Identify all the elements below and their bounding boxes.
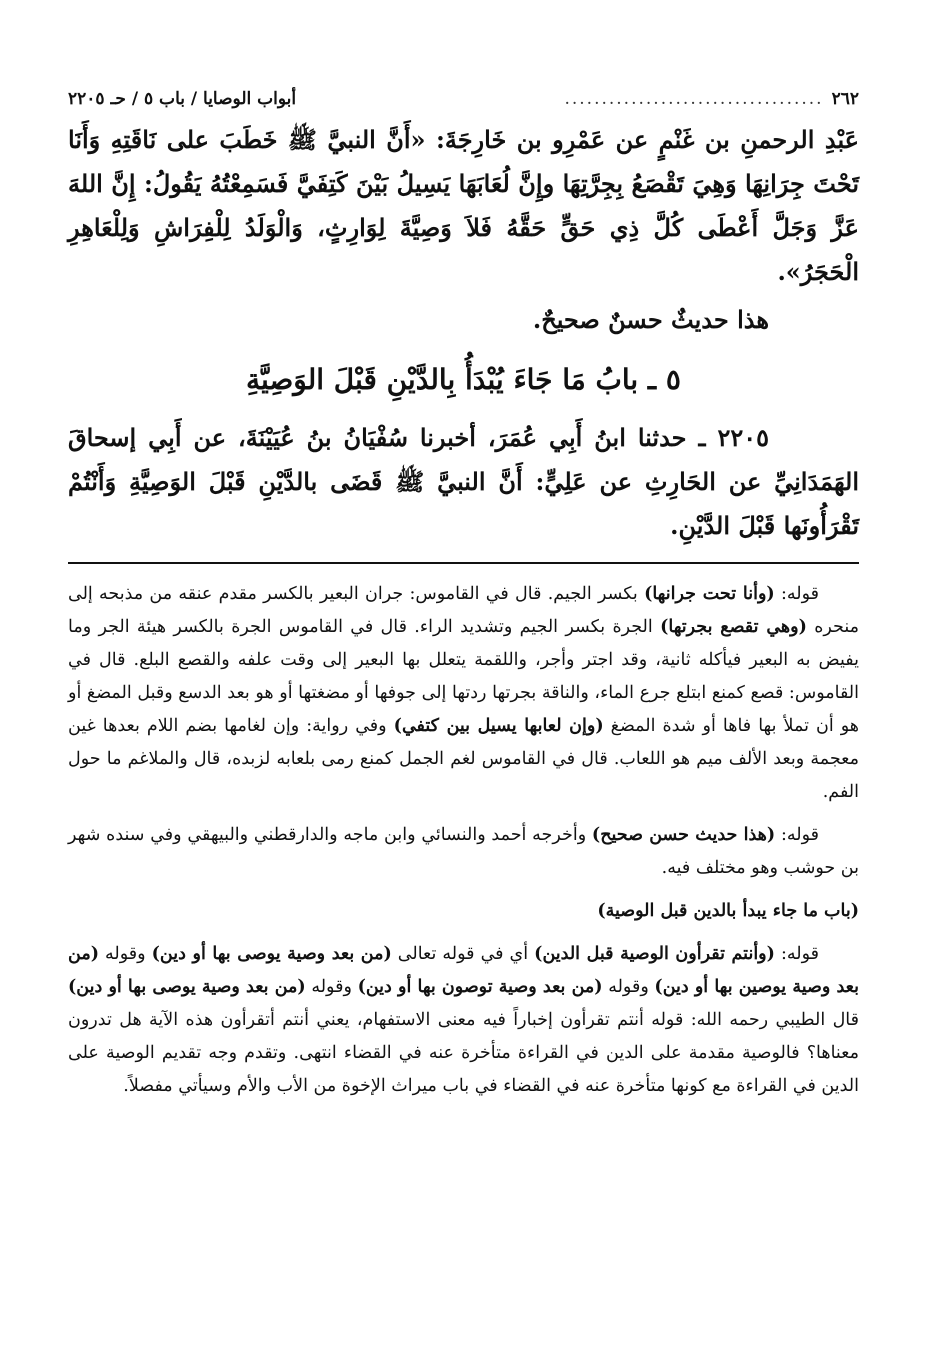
hadith-2205: ٢٢٠٥ ـ حدثنا ابنُ أَبِي عُمَرَ، أخبرنا سُفْيَانُ بنُ عُيَيْنَةَ، عن أَبِي إسحاقَ الهَمَدَانِيِّ عن الحَارِثِ عن عَلِيٍّ: أَنَّ النبيَّ ﷺ قَضَى بالدَّيْنِ قَبْلَ الوَصِيَّةِ وَأَنْتُمْ تَقْرَأُونَها قَبْلَ الدَّيْنِ. — [68, 423, 859, 540]
text-run: وقوله — [305, 977, 358, 997]
quoted-phrase: (وأنا تحت جرانها) — [644, 584, 775, 604]
quoted-phrase: (وإن لعابها يسيل بين كتفي) — [393, 716, 604, 736]
page-number: ٢٦٢ — [831, 89, 859, 109]
text-run: وأخرجه أحمد والنسائي وابن ماجه والدارقطني والبيهقي وفي سنده شهر بن حوشب وهو مختلف فيه. — [68, 825, 859, 878]
text-run: قوله: — [775, 825, 819, 845]
quoted-phrase: (من بعد وصية يوصى بها أو دين) — [151, 944, 392, 964]
text-run: بكسر الجيم. قال في القاموس: جران البعير بالكسر مقدم عنقه من مذبحه إلى منحره — [68, 584, 859, 637]
quoted-phrase: (من بعد وصية يوصين بها أو دين) — [68, 944, 859, 997]
text-run: قوله: — [774, 584, 819, 604]
quoted-phrase: (من بعد وصية يوصى بها أو دين) — [68, 977, 306, 997]
commentary-section — [68, 578, 859, 1103]
chapter-title: ٥ ـ بابُ مَا جَاءَ يُبْدَأُ بِالدَّيْنِ قَبْلَ الوَصِيَّةِ — [246, 363, 681, 396]
quoted-phrase: (هذا حديث حسن صحيح) — [591, 825, 776, 845]
book-page — [68, 80, 859, 1320]
text-run: وقوله — [98, 944, 152, 964]
footnote-divider — [68, 562, 859, 564]
text-run: أي في قوله تعالى — [391, 944, 535, 964]
hadith-text-section — [68, 118, 859, 342]
text-run: وفي رواية: وإن لغامها بضم اللام بعدها غين معجمة وبعد الألف ميم هو اللعاب. قال في القاموس لغم الجمل كمنع رمى بلعابه لزبده، قال والملاغم ما حول الفم. — [68, 716, 859, 802]
quoted-phrase: (وأنتم تقرأون الوصية قبل الدين) — [534, 944, 775, 964]
text-run: وقوله — [602, 977, 655, 997]
commentary-paragraph-3 — [68, 938, 859, 1103]
quoted-phrase: (وهي تقصع بجرتها) — [660, 617, 807, 637]
commentary-chapter-title: (باب ما جاء يبدأ بالدين قبل الوصية) — [597, 901, 859, 921]
text-run: قوله: — [774, 944, 819, 964]
hadith-2205-section — [68, 416, 859, 548]
quoted-phrase: (من بعد وصية توصون بها أو دين) — [357, 977, 603, 997]
text-run: الجرة بكسر الجيم وتشديد الراء. قال في القاموس الجرة بالكسر هيئة الجر وما يفيض به البعير فيأكله ثانية، وقد اجتر وأجر، واللقمة يتعلل بها البعير إلى وقت علفه والقصع البلع. قال في القاموس: قصع كمنع ابتلع جرع الماء، والناقة بجرتها ردتها إلى جوفها أو مضغتها أو هو بعد الدسع وقبل المضغ أو هو أن تملأ بها فاها أو شدة المضغ — [68, 617, 860, 736]
text-run: قال الطيبي رحمه الله: قوله أنتم تقرأون إخباراً فيه معنى الاستفهام، يعني أنتم أتقرأون هذه الآية هل تدرون معناها؟ فالوصية مقدمة على الدين في القراءة متأخرة عنه في القضاء انتهى. وتقدم وجه تقديم الوصية على الدين في القراءة مع كونها متأخرة عنه في القضاء في باب ميراث الإخوة من الأب والأم وسيأتي مفصلاً. — [68, 1010, 859, 1096]
leader-dots: ................................... — [564, 89, 824, 109]
hadith-continuation: عَبْدِ الرحمنِ بن غَنْمٍ عن عَمْرِو بن خَارِجَةَ: «أَنَّ النبيَّ ﷺ خَطَبَ على نَاقَتِهِ وَأَنَا تَحْتَ جِرَانِهَا وَهِيَ تَقْصَعُ بِجِرَّتِهَا وإِنَّ لُعَابَهَا يَسِيلُ بَيْنَ كَتِفَيَّ فَسَمِعْتُهُ يَقُولُ: إِنَّ اللهَ عَزَّ وَجَلَّ أَعْطَى كُلَّ ذِي حَقٍّ حَقَّهُ فَلاَ وَصِيَّةَ لِوَارِثٍ، وَالْوَلَدُ لِلْفِرَاشِ وَلِلْعَاهِرِ الْحَجَرُ». — [68, 125, 860, 286]
running-header — [68, 80, 859, 118]
commentary-paragraph-2 — [68, 819, 859, 885]
hadith-grade: هذا حديثٌ حسنٌ صحيحٌ. — [532, 305, 769, 334]
chapter-reference: أبواب الوصايا / باب ٥ / حـ ٢٢٠٥ — [68, 89, 297, 109]
commentary-paragraph-1 — [68, 578, 859, 809]
